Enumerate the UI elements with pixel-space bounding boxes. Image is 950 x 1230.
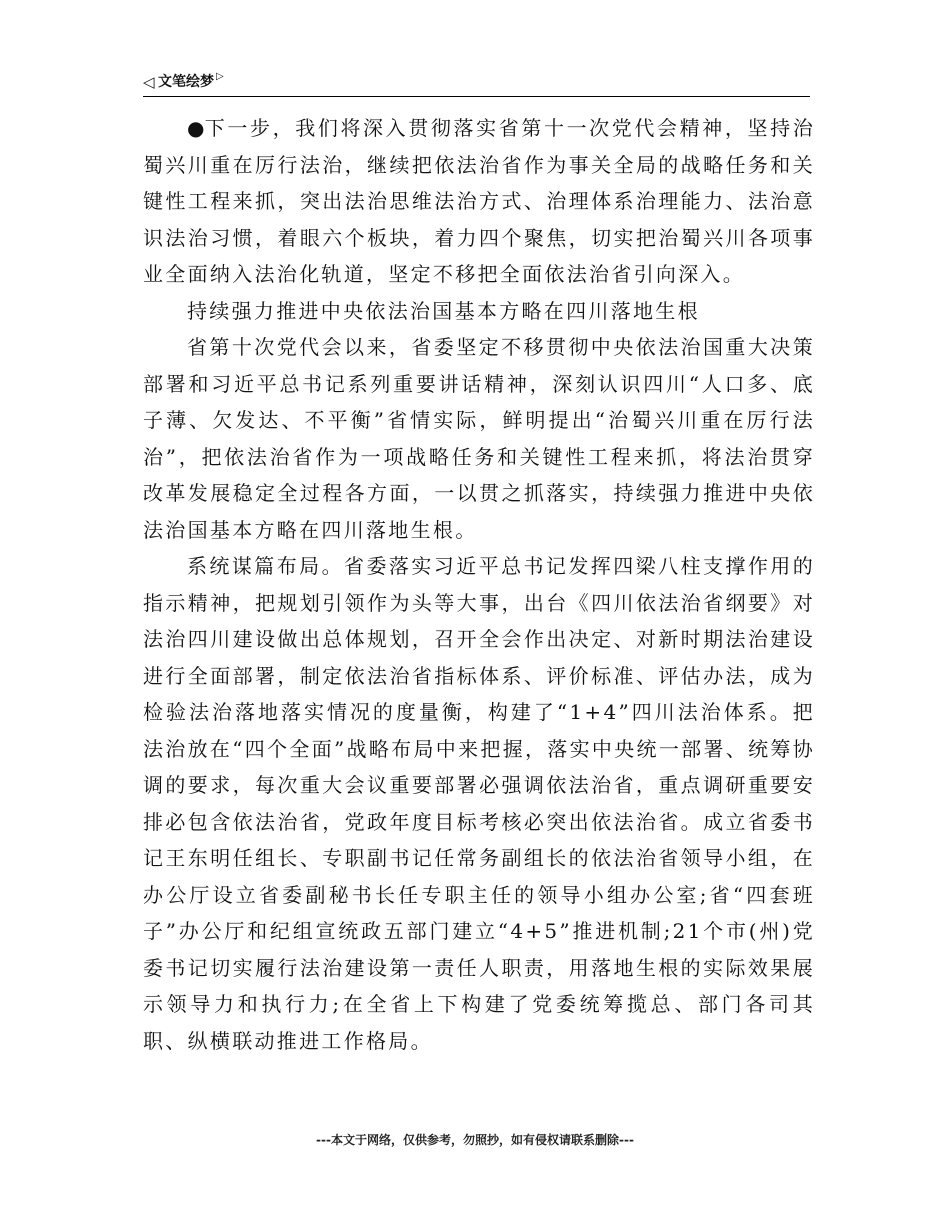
page-header <box>143 72 810 97</box>
paragraph-overview: 省第十次党代会以来，省委坚定不移贯彻中央依法治国重大决策部署和习近平总书记系列重要讲话精神，深刻认识四川“人口多、底子薄、欠发达、不平衡”省情实际，鲜明提出“治蜀兴川重在厉行法治”，把依法治省作为一项战略任务和关键性工程来抓，将法治贯穿改革发展稳定全过程各方面，一以贯之抓落实，持续强力推进中央依法治国基本方略在四川落地生根。 <box>143 335 815 542</box>
bullet-icon: ● <box>187 116 205 140</box>
header-title: 文笔绘梦 <box>158 74 214 90</box>
footer-disclaimer: ---本文于网络，仅供参考，勿照抄，如有侵权请联系删除--- <box>316 1133 634 1147</box>
paragraph-system-planning: 系统谋篇布局。省委落实习近平总书记发挥四梁八柱支撑作用的指示精神，把规划引领作为头等大事，出台《四川依法治省纲要》对法治四川建设做出总体规划，召开全会作出决定、对新时期法治建设进行全面部署，制定依法治省指标体系、评价标准、评估办法，成为检验法治落地落实情况的度量衡，构建了“1+4”四川法治体系。把法治放在“四个全面”战略布局中来把握，落实中央统一部署、统筹协调的要求，每次重大会议重要部署必强调依法治省，重点调研重要安排必包含依法治省，党政年度目标考核必突出依法治省。成立省委书记王东明任组长、专职副书记任常务副组长的依法治省领导小组，在办公厅设立省委副秘书长任专职主任的领导小组办公室;省“四套班子”办公厅和纪组宣统政五部门建立“4+5”推进机制;21个市(州)党委书记切实履行法治建设第一责任人职责，用落地生根的实际效果展示领导力和执行力;在全省上下构建了党委统筹揽总、部门各司其职、纵横联动推进工作格局。 <box>143 554 815 1053</box>
triangle-left-icon: ◁ <box>143 73 155 91</box>
paragraph-text: 下一步，我们将深入贯彻落实省第十一次党代会精神，坚持治蜀兴川重在厉行法治，继续把依法治省作为事关全局的战略任务和关键性工程来抓，突出法治思维法治方式、治理体系治理能力、法治意识法治习惯，着眼六个板块，着力四个聚焦，切实把治蜀兴川各项事业全面纳入法治化轨道，坚定不移把全面依法治省引向深入。 <box>143 116 815 286</box>
section-heading: 持续强力推进中央依法治国基本方略在四川落地生根 <box>187 298 700 323</box>
document-body <box>143 110 815 1059</box>
paragraph-next-steps <box>143 110 815 293</box>
triangle-right-icon: ▷ <box>216 71 224 82</box>
